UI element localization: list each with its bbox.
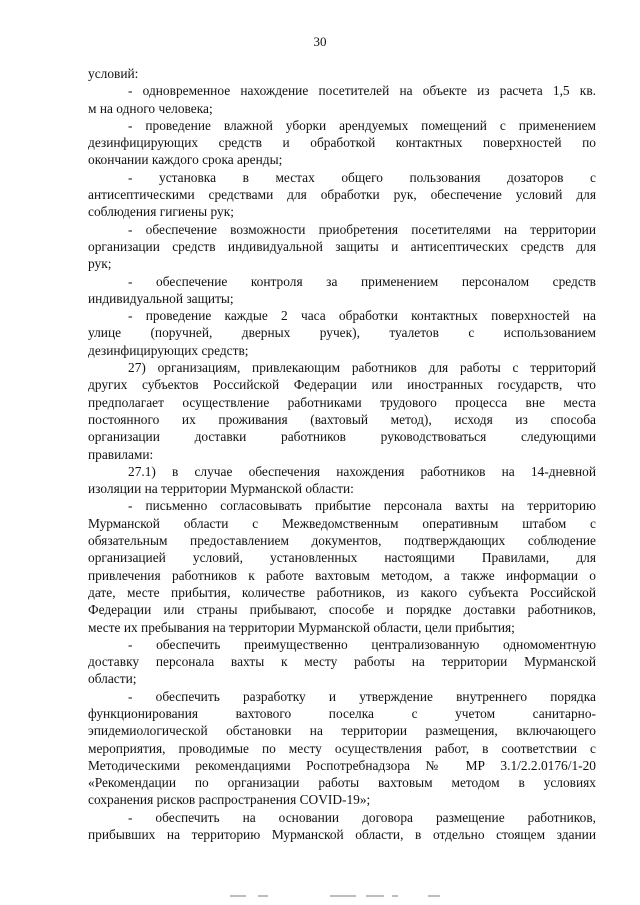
text-line: функционирования вахтового поселка с учетом санитарно-	[88, 705, 596, 721]
text-line: организации доставки работников руководствоваться следующими	[88, 429, 596, 445]
text-line: - обеспечение возможности приобретения посетителями на территории	[128, 221, 596, 237]
text-line: правилами:	[88, 446, 154, 462]
text-line: 27) организациям, привлекающим работников для работы с территорий	[128, 360, 596, 376]
text-line: - обеспечить преимущественно централизованную одномоментную	[128, 636, 596, 652]
text-line: - одновременное нахождение посетителей на объекте из расчета 1,5 кв.	[128, 83, 596, 99]
body-text	[88, 65, 596, 843]
text-line: дезинфицирующих средств и обработкой контактных поверхностей по	[88, 135, 596, 151]
text-line: - обеспечить разработку и утверждение внутреннего порядка	[128, 688, 596, 704]
text-line: изоляции на территории Мурманской области:	[88, 481, 354, 497]
text-line: дезинфицирующих средств;	[88, 342, 249, 358]
text-line: условий:	[88, 66, 139, 81]
text-line: дате, месте прибытия, количестве работников, из какого субъекта Российской	[88, 584, 596, 600]
text-line: постоянного их проживания (вахтовый метод), исходя из способа	[88, 411, 596, 427]
text-line: мероприятия, проводимые по месту осуществления работ, в соответствии с	[88, 740, 596, 756]
text-line: антисептическими средствами для обработки рук, обеспечение условий для	[88, 187, 596, 203]
text-line: 27.1) в случае обеспечения нахождения работников на 14-дневной	[128, 463, 596, 479]
text-line: индивидуальной защиты;	[88, 290, 234, 306]
text-line: обязательным предоставлением документов, подтверждающих соблюдение	[88, 533, 596, 549]
text-line: рук;	[88, 256, 112, 272]
text-line: доставку персонала вахты к месту работы на территории Мурманской	[88, 654, 596, 670]
text-line: окончании каждого срока аренды;	[88, 152, 283, 168]
text-line: «Рекомендации по организации работы вахтовым методом в условиях	[88, 775, 596, 791]
text-line: других субъектов Российской Федерации или иностранных государств, что	[88, 377, 596, 393]
text-line: организацией условий, установленных настоящими Правилами, для	[88, 550, 596, 566]
page-number: 30	[313, 34, 327, 49]
text-line: Методическими рекомендациями Роспотребнадзора № МР 3.1/2.2.0176/1-20	[88, 757, 596, 773]
text-line: Федерации или страны прибывают, способе и порядке доставки работников,	[88, 602, 596, 618]
text-line: предполагает осуществление работниками трудового процесса вне места	[88, 394, 596, 410]
text-line: м на одного человека;	[88, 100, 213, 116]
text-line: эпидемиологической обстановки на территории размещения, включающего	[88, 723, 596, 739]
text-line: - обеспечить на основании договора размещение работников,	[128, 809, 596, 825]
text-line: улице (поручней, дверных ручек), туалетов с использованием	[88, 325, 596, 341]
text-line: - письменно согласовывать прибытие персонала вахты на территорию	[128, 498, 596, 514]
text-line: сохранения рисков распространения COVID-19»;	[88, 792, 371, 808]
text-line: привлечения работников к работе вахтовым методом, а также информации о	[88, 567, 596, 583]
text-line: - проведение каждые 2 часа обработки контактных поверхностей на	[128, 308, 596, 324]
text-line: - обеспечение контроля за применением персоналом средств	[128, 273, 596, 289]
text-line: организации средств индивидуальной защиты и антисептических средств для	[88, 238, 596, 254]
text-line: - установка в местах общего пользования дозаторов с	[128, 169, 596, 185]
text-line: соблюдения гигиены рук;	[88, 204, 234, 220]
footer-scan-marks	[0, 893, 640, 899]
text-line: Мурманской области с Межведомственным оперативным штабом с	[88, 515, 596, 531]
text-line: - проведение влажной уборки арендуемых помещений с применением	[128, 117, 596, 133]
text-line: области;	[88, 671, 137, 687]
text-line: прибывших на территорию Мурманской области, в отдельно стоящем здании	[88, 827, 596, 843]
text-line: месте их пребывания на территории Мурманской области, цели прибытия;	[88, 619, 515, 635]
